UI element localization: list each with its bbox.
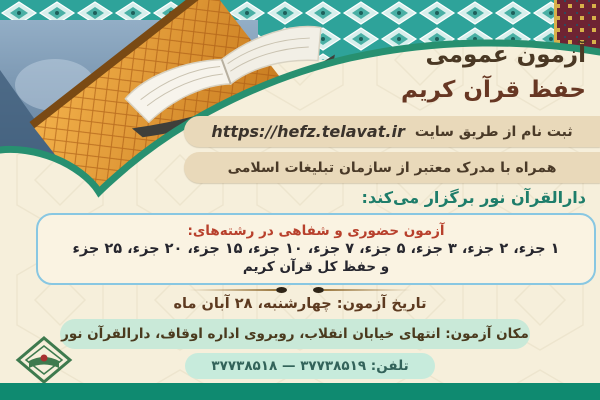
poster-title: آزمون عمومی: [425, 42, 586, 68]
poster-subtitle: حفظ قرآن کریم: [400, 77, 586, 103]
registration-pill: [184, 116, 600, 147]
exam-date-line: تاریخ آزمون: چهارشنبه، ۲۸ آبان ماه: [173, 296, 427, 312]
registration-url-link[interactable]: https://hefz.telavat.ir: [211, 122, 405, 141]
organizer-heading: دارالقرآن نور برگزار می‌کند:: [361, 188, 586, 207]
ornamental-divider: [0, 287, 600, 293]
divider-dot-icon: [313, 287, 324, 293]
registration-label: ثبت نام از طریق سایت: [414, 123, 573, 140]
certificate-pill: [184, 152, 600, 183]
exam-box-heading: آزمون حضوری و شفاهی در رشته‌های:: [187, 223, 445, 239]
phone-pill: تلفن: ۳۷۷۳۸۵۱۹ — ۳۷۷۳۸۵۱۸: [185, 353, 435, 379]
divider-ornament-right: [313, 287, 412, 293]
exam-fields-box: [36, 213, 596, 285]
exam-levels-line: ۱ جزء، ۲ جزء، ۳ جزء، ۵ جزء، ۷ جزء، ۱۰ جزء، ۱۵ جزء، ۲۰ جزء، ۲۵ جزء: [72, 241, 560, 257]
title-block: [401, 42, 586, 103]
exam-full-memorization-line: و حفظ کل قرآن کریم: [242, 259, 390, 275]
bottom-accent-bar: [0, 383, 600, 400]
exam-location-pill: مکان آزمون: انتهای خیابان انقلاب، روبروی اداره اوقاف، دارالقرآن نور: [60, 319, 530, 349]
certificate-note: همراه با مدرک معتبر از سازمان تبلیغات اسلامی: [227, 159, 557, 176]
divider-ornament-left: [188, 287, 287, 293]
divider-dot-icon: [276, 287, 287, 293]
